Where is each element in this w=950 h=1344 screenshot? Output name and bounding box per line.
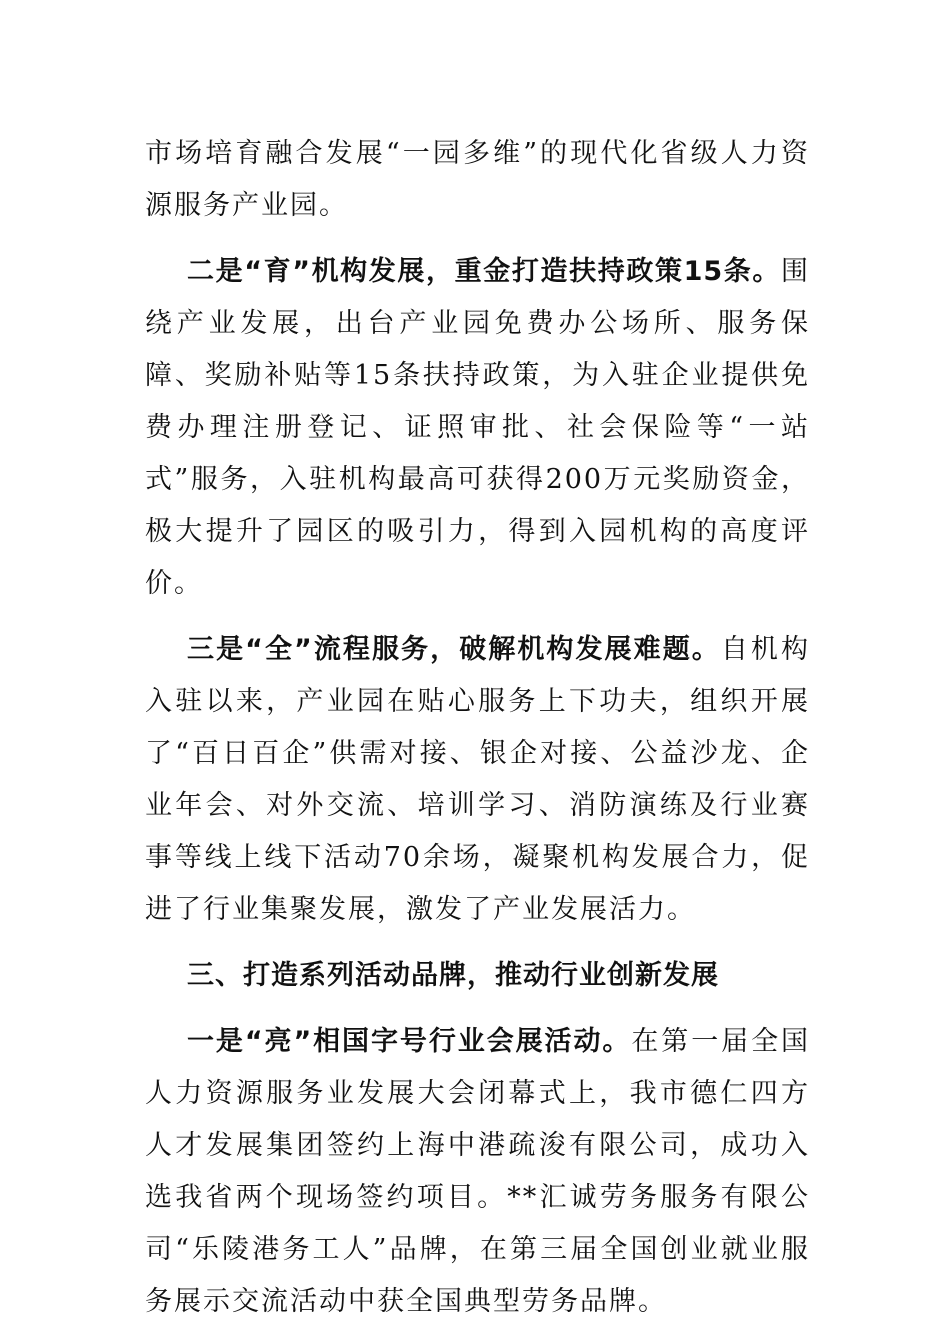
paragraph-full-process-service xyxy=(145,624,810,936)
paragraph-text: 市场培育融合发展“一园多维”的现代化省级人力资源服务产业园。 xyxy=(145,138,810,221)
section-heading-text: 三、打造系列活动品牌，推动行业创新发展 xyxy=(187,960,719,991)
paragraph-text: 围绕产业发展，出台产业园免费办公场所、服务保障、奖励补贴等15条扶持政策，为入驻企业提供免费办理注册登记、证照审批、社会保险等“一站式”服务，入驻机构最高可获得200万元奖励资金，极大提升了园区的吸引力，得到入园机构的高度评价。 xyxy=(145,256,810,599)
section-heading xyxy=(145,950,810,1002)
paragraph-national-events xyxy=(145,1016,810,1328)
paragraph-text: 自机构入驻以来，产业园在贴心服务上下功夫，组织开展了“百日百企”供需对接、银企对接、公益沙龙、企业年会、对外交流、培训学习、消防演练及行业赛事等线上线下活动70余场，凝聚机构发展合力，促进了行业集聚发展，激发了产业发展活力。 xyxy=(145,634,811,925)
paragraph-lead: 三是“全”流程服务，破解机构发展难题。 xyxy=(187,634,721,665)
paragraph-lead: 二是“育”机构发展，重金打造扶持政策15条。 xyxy=(187,256,781,287)
paragraph-lead: 一是“亮”相国字号行业会展活动。 xyxy=(187,1026,632,1057)
paragraph-continuation xyxy=(145,128,810,232)
paragraph-text: 在第一届全国人力资源服务业发展大会闭幕式上，我市德仁四方人才发展集团签约上海中港疏浚有限公司，成功入选我省两个现场签约项目。**汇诚劳务服务有限公司“乐陵港务工人”品牌，在第三届全国创业就业服务展示交流活动中获全国典型劳务品牌。 xyxy=(145,1026,811,1317)
paragraph-support-policies xyxy=(145,246,810,610)
document-body xyxy=(145,128,810,1328)
